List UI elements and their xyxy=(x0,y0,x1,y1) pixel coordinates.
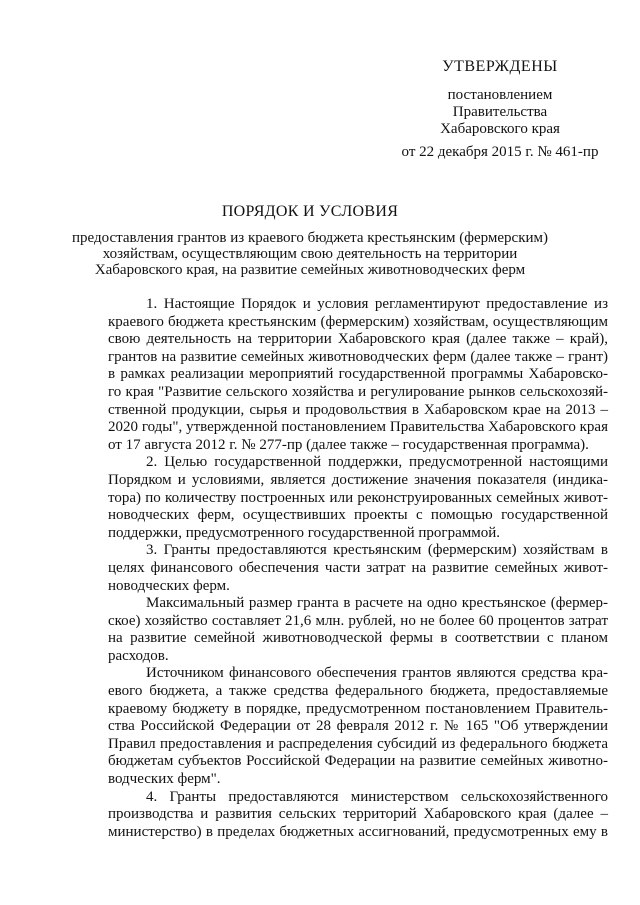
paragraph-line: тора) по количеству построенных или реконструированных семейных живот- xyxy=(108,489,608,506)
paragraph-line: расходов. xyxy=(108,647,169,664)
paragraph-line: евого бюджета, а также средства федерального бюджета, предоставляемые xyxy=(108,683,608,700)
document-subtitle xyxy=(60,230,560,278)
paragraph-line: новодческих ферм. xyxy=(108,577,230,594)
paragraph-line: краевого бюджета крестьянским (фермерским) хозяйствам, осуществляющим xyxy=(108,313,608,330)
paragraph-line: 4. Гранты предоставляются министерством сельскохозяйственного xyxy=(146,788,608,805)
document-title: ПОРЯДОК И УСЛОВИЯ xyxy=(221,203,399,220)
approval-line: Хабаровского края xyxy=(440,121,560,137)
paragraph-line: поддержки, предусмотренного государственной программой. xyxy=(108,524,500,541)
approval-stamp-block xyxy=(380,58,620,161)
paragraph-line: краевому бюджету в порядке, предусмотренном постановлением Правитель- xyxy=(108,700,608,717)
paragraph-line: 2. Целью государственной поддержки, предусмотренной настоящими xyxy=(146,454,608,471)
paragraph-line: го края "Развитие сельского хозяйства и регулирование рынков сельскохозяй- xyxy=(108,383,608,400)
document-body xyxy=(108,296,608,841)
paragraph-line: на развитие семейной животноводческой фермы в соответствии с планом xyxy=(108,630,608,647)
approval-date-number: от 22 декабря 2015 г. № 461-пр xyxy=(401,144,599,160)
paragraph xyxy=(108,595,608,665)
paragraph-line: грантов на развитие семейных животноводческих ферм (далее также – грант) xyxy=(108,348,608,365)
subtitle-line: хозяйствам, осуществляющим свою деятельность на территории xyxy=(102,246,518,262)
paragraph-line: ственной продукции, сырья и продовольствия в Хабаровском крае на 2013 – xyxy=(108,401,608,418)
subtitle-line: Хабаровского края, на развитие семейных животноводческих ферм xyxy=(94,262,526,278)
paragraph-line: Максимальный размер гранта в расчете на одно крестьянское (фермер- xyxy=(146,595,608,612)
paragraph-line: новодческих ферм, осуществивших проекты с помощью государственной xyxy=(108,507,608,524)
paragraph xyxy=(108,789,608,842)
paragraph xyxy=(108,665,608,788)
paragraph-line: от 17 августа 2012 г. № 277-пр (далее также – государственная программа). xyxy=(108,436,589,453)
paragraph-line: производства и развития сельских территорий Хабаровского края (далее – xyxy=(108,806,608,823)
paragraph-line: свою деятельность на территории Хабаровского края (далее также – край), xyxy=(108,331,608,348)
paragraph-line: ское) хозяйство составляет 21,6 млн. рублей, но не более 60 процентов затрат xyxy=(108,612,608,629)
paragraph-line: 3. Гранты предоставляются крестьянским (фермерским) хозяйствам в xyxy=(146,542,608,559)
approval-line: постановлением xyxy=(447,87,553,103)
paragraph-line: ства Российской Федерации от 28 февраля 2012 г. № 165 "Об утверждении xyxy=(108,718,608,735)
paragraph xyxy=(108,542,608,595)
paragraph-line: 2020 годы", утвержденной постановлением Правительства Хабаровского края xyxy=(108,419,608,436)
paragraph-line: 1. Настоящие Порядок и условия регламентируют предоставление из xyxy=(146,296,608,312)
approval-line: Правительства xyxy=(452,104,548,120)
paragraph-line: Правил предоставления и распределения субсидий из федерального бюджета xyxy=(108,735,608,752)
paragraph-line: целях финансового обеспечения части затрат на развитие семейных живот- xyxy=(108,559,608,576)
approved-heading: УТВЕРЖДЕНЫ xyxy=(442,58,558,75)
paragraph xyxy=(108,454,608,542)
paragraph-line: водческих ферм". xyxy=(108,771,221,788)
document-title-block xyxy=(60,203,560,278)
paragraph-line: Порядком и условиями, является достижение значения показателя (индика- xyxy=(108,471,608,488)
paragraph-line: министерство) в пределах бюджетных ассигнований, предусмотренных ему в xyxy=(108,823,608,840)
subtitle-line: предоставления грантов из краевого бюджета крестьянским (фермерским) xyxy=(71,230,549,246)
paragraph-line: Источником финансового обеспечения грантов являются средства кра- xyxy=(146,665,608,682)
paragraph xyxy=(108,296,608,454)
paragraph-line: в рамках реализации мероприятий государственной программы Хабаровско- xyxy=(108,366,608,383)
paragraph-line: бюджетам субъектов Российской Федерации на развитие семейных животно- xyxy=(108,753,608,770)
